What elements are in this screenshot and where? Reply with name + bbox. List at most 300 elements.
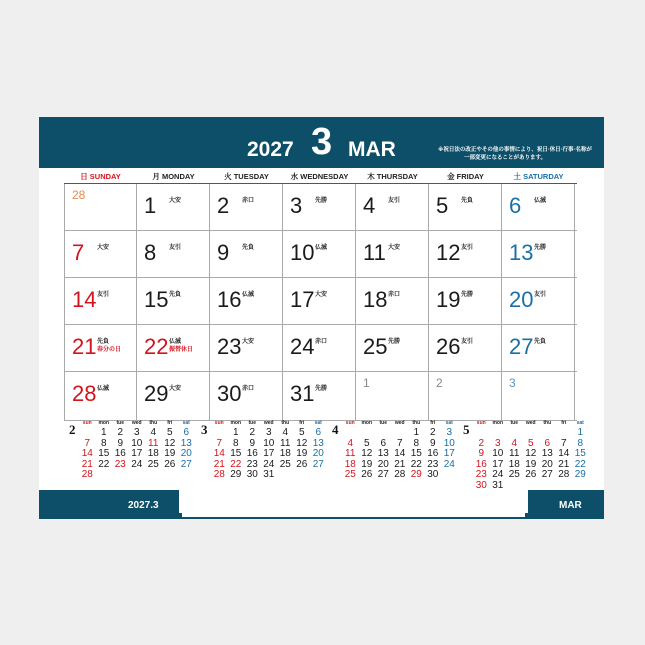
mini-day: 2 (117, 427, 124, 438)
day-number: 17 (290, 287, 315, 312)
day-number: 31 (290, 381, 315, 406)
mini-week-row (473, 428, 593, 439)
mini-weekday: wed (263, 420, 274, 426)
mini-day: 11 (345, 448, 356, 459)
mini-day: 4 (150, 427, 157, 438)
mini-day: 21 (81, 458, 93, 470)
mini-weekday: sat (445, 420, 453, 426)
mini-day: 12 (525, 448, 537, 459)
rokuyo-label: 大安 (315, 292, 328, 298)
mini-day (211, 428, 228, 439)
day-cell (502, 278, 575, 324)
day-cell (64, 184, 137, 230)
mini-day: 11 (148, 437, 159, 449)
month-grid (64, 171, 577, 421)
mini-weekday: tue (379, 420, 387, 426)
mini-month-number: 2 (69, 422, 76, 437)
rokuyo-label: 友引 (388, 198, 401, 204)
day-number: 4 (363, 193, 376, 218)
mini-day: 20 (312, 448, 324, 459)
mini-day: 8 (100, 437, 107, 449)
mini-day: 24 (443, 458, 455, 470)
week-rows (64, 184, 577, 421)
rokuyo-label: 大安 (242, 339, 255, 345)
mini-week-row (473, 449, 593, 460)
mini-week-row (473, 470, 593, 481)
mini-day (392, 428, 409, 439)
mini-weekday: mon (492, 420, 504, 426)
mini-day: 7 (396, 437, 403, 449)
mini-day: 26 (361, 469, 373, 480)
mini-day: 14 (558, 448, 570, 459)
week-row (64, 184, 577, 231)
mini-day: 7 (84, 437, 91, 449)
mini-day (342, 428, 359, 439)
mini-week-row (342, 449, 462, 460)
mini-day: 6 (380, 437, 387, 449)
mini-day: 13 (312, 437, 324, 449)
mini-day: 1 (232, 427, 239, 438)
mini-day: 28 (81, 469, 93, 480)
mini-day: 15 (574, 448, 586, 459)
mini-month-number: 3 (201, 422, 208, 437)
weekday-sunday: 日 SUNDAY (80, 172, 121, 181)
mini-day: 25 (279, 458, 291, 470)
day-number: 27 (509, 334, 534, 359)
mini-day: 13 (377, 448, 389, 459)
weekday-friday: 金 FRIDAY (447, 172, 484, 181)
mini-calendar (69, 419, 199, 481)
mini-month-number: 5 (463, 422, 470, 437)
day-number: 22 (144, 334, 169, 359)
mini-day (539, 428, 556, 439)
mini-day: 24 (492, 469, 504, 480)
calendar-card (39, 117, 604, 519)
header-note-line2: 一部変更になることがあります。 (464, 155, 547, 161)
footer-code: 2027.3 (128, 500, 159, 511)
mini-day: 27 (312, 458, 324, 470)
mini-calendar (332, 419, 462, 481)
mini-weekday: sun (82, 420, 92, 426)
rokuyo-label: 仏滅 (97, 386, 110, 392)
mini-day: 16 (427, 448, 439, 459)
mini-day: 31 (492, 479, 504, 491)
mini-day: 19 (525, 458, 537, 470)
day-number: 26 (436, 334, 461, 359)
rokuyo-label: 赤口 (388, 292, 401, 298)
header-year: 2027 (247, 138, 294, 161)
mini-weekday: sun (345, 420, 355, 426)
mini-day: 28 (213, 469, 225, 480)
mini-day: 4 (282, 427, 289, 438)
mini-day: 3 (133, 427, 140, 438)
day-cell (429, 278, 502, 324)
rokuyo-label: 大安 (169, 386, 182, 392)
day-cell (210, 278, 283, 324)
day-cell (210, 184, 283, 230)
rokuyo-label: 赤口 (315, 339, 328, 345)
mini-day: 9 (117, 437, 124, 449)
rokuyo-label: 仏滅 (534, 198, 547, 204)
mini-weekday: mon (230, 420, 242, 426)
mini-weekday: tue (248, 420, 256, 426)
mini-day (129, 470, 146, 481)
header-note (438, 146, 598, 162)
day-cell (283, 372, 356, 420)
mini-day: 12 (164, 437, 176, 449)
day-number: 14 (72, 287, 97, 312)
weekday-saturday: 土 SATURDAY (513, 172, 564, 181)
day-number: 1 (144, 193, 157, 218)
mini-day: 17 (492, 458, 504, 470)
day-number: 30 (217, 381, 242, 406)
mini-day: 29 (230, 469, 242, 480)
mini-day: 16 (475, 458, 487, 470)
header-month-english: MAR (348, 138, 396, 161)
day-number: 25 (363, 334, 388, 359)
mini-day: 29 (410, 469, 422, 480)
header-band (39, 117, 604, 168)
rokuyo-label: 先勝 (315, 198, 328, 204)
day-number: 28 (72, 188, 86, 202)
mini-day (277, 470, 294, 481)
day-cell (502, 372, 575, 420)
day-number: 20 (509, 287, 534, 312)
mini-day: 18 (147, 448, 159, 459)
mini-day: 28 (558, 469, 570, 480)
mini-day: 17 (263, 448, 275, 459)
mini-day (310, 470, 327, 481)
rokuyo-label: 先負 (461, 198, 474, 204)
mini-day: 8 (577, 437, 584, 449)
rokuyo-label: 先勝 (461, 292, 474, 298)
day-cell (283, 231, 356, 277)
mini-day: 15 (410, 448, 422, 459)
mini-day: 17 (131, 448, 143, 459)
weekday-tuesday: 火 TUESDAY (224, 172, 269, 181)
mini-day (556, 428, 573, 439)
mini-day: 14 (394, 448, 406, 459)
mini-day: 3 (265, 427, 272, 438)
mini-weekday: mon (361, 420, 373, 426)
day-number: 12 (436, 240, 461, 265)
mini-day: 20 (541, 458, 553, 470)
mini-day: 16 (246, 448, 258, 459)
day-cell (283, 184, 356, 230)
mini-day: 1 (100, 427, 107, 438)
mini-day: 15 (98, 448, 110, 459)
rokuyo-label: 友引 (97, 292, 110, 298)
mini-day: 19 (361, 458, 373, 470)
mini-day: 5 (298, 427, 305, 438)
mini-day: 5 (166, 427, 173, 438)
mini-day (162, 470, 179, 481)
day-cell (210, 325, 283, 371)
mini-day: 11 (509, 448, 520, 459)
mini-day (79, 428, 96, 439)
day-number: 8 (144, 240, 157, 265)
day-number: 18 (363, 287, 388, 312)
day-cell (356, 278, 429, 324)
day-cell (137, 278, 210, 324)
day-number: 6 (509, 193, 522, 218)
mini-week-row (79, 428, 199, 439)
mini-day: 23 (246, 458, 258, 470)
day-number: 2 (436, 376, 443, 390)
day-number: 7 (72, 240, 85, 265)
mini-weekday: fri (299, 420, 305, 426)
mini-day (112, 470, 129, 481)
day-number: 5 (436, 193, 449, 218)
day-number: 3 (290, 193, 303, 218)
rokuyo-label: 先負 (169, 292, 182, 298)
mini-day (473, 428, 490, 439)
day-cell (356, 372, 429, 420)
week-row (64, 231, 577, 278)
mini-weekday: sun (476, 420, 486, 426)
footer-cutout (182, 497, 525, 517)
mini-day: 22 (230, 458, 242, 470)
mini-day: 4 (511, 437, 518, 449)
mini-day: 2 (249, 427, 256, 438)
mini-day: 25 (344, 469, 356, 480)
mini-day: 18 (508, 458, 520, 470)
day-cell (137, 372, 210, 420)
mini-day (294, 470, 311, 481)
mini-day: 19 (296, 448, 308, 459)
rokuyo-label: 先勝 (388, 339, 401, 345)
day-cell (64, 372, 137, 420)
mini-day: 18 (279, 448, 291, 459)
mini-day (523, 428, 540, 439)
mini-day: 5 (363, 437, 370, 449)
mini-day: 19 (164, 448, 176, 459)
day-cell (429, 231, 502, 277)
mini-day (375, 428, 392, 439)
mini-weekday: sun (214, 420, 224, 426)
mini-day: 9 (478, 448, 485, 459)
mini-week-row (342, 428, 462, 439)
week-row (64, 278, 577, 325)
mini-day: 21 (558, 458, 570, 470)
mini-day (359, 428, 376, 439)
mini-day: 3 (494, 437, 501, 449)
week-row (64, 372, 577, 421)
mini-day: 8 (232, 437, 239, 449)
rokuyo-label: 大安 (97, 245, 110, 251)
rokuyo-label: 友引 (461, 245, 474, 251)
day-number: 15 (144, 287, 169, 312)
mini-weekday: tue (116, 420, 124, 426)
mini-day: 30 (427, 469, 439, 480)
mini-weekday: fri (167, 420, 173, 426)
day-cell (210, 372, 283, 420)
mini-day: 26 (296, 458, 308, 470)
mini-day: 3 (446, 427, 453, 438)
mini-day: 22 (98, 458, 110, 470)
day-cell (283, 325, 356, 371)
rokuyo-label: 先負 (534, 339, 547, 345)
rokuyo-label: 先勝 (315, 386, 328, 392)
mini-day: 4 (347, 437, 354, 449)
mini-weekday: sat (576, 420, 584, 426)
weekday-header-row (64, 171, 577, 184)
day-cell (429, 325, 502, 371)
rokuyo-label: 友引 (169, 245, 182, 251)
mini-day (490, 428, 507, 439)
day-number: 23 (217, 334, 242, 359)
day-cell (283, 278, 356, 324)
rokuyo-label: 大安 (169, 198, 182, 204)
day-number: 2 (217, 193, 230, 218)
header-note-line1: ※祝日法の改正やその他の事情により、祝日·休日·行事·名称が (438, 147, 592, 153)
mini-day: 23 (427, 458, 439, 470)
mini-day: 12 (296, 437, 308, 449)
mini-weekday: tue (510, 420, 518, 426)
mini-day: 22 (574, 458, 586, 470)
weekday-thursday: 木 THURSDAY (367, 172, 418, 181)
mini-day (96, 470, 113, 481)
mini-day: 13 (180, 437, 192, 449)
mini-day (178, 470, 195, 481)
day-number: 11 (363, 240, 386, 265)
mini-day: 25 (508, 469, 520, 480)
mini-day: 23 (114, 458, 126, 470)
mini-day: 1 (413, 427, 420, 438)
mini-day: 15 (230, 448, 242, 459)
day-cell (429, 372, 502, 420)
rokuyo-label: 友引 (461, 339, 474, 345)
rokuyo-label: 赤口 (242, 386, 255, 392)
mini-weekday: wed (394, 420, 405, 426)
mini-weekday: thu (543, 420, 552, 426)
mini-day: 8 (413, 437, 420, 449)
mini-day: 24 (263, 458, 275, 470)
mini-day (145, 470, 162, 481)
footer-month-english: MAR (559, 500, 582, 511)
day-cell (64, 325, 137, 371)
day-cell (210, 231, 283, 277)
mini-weekday: thu (149, 420, 158, 426)
rokuyo-label: 仏滅 (315, 245, 328, 251)
day-number: 29 (144, 381, 169, 406)
weekday-wednesday: 水 WEDNESDAY (290, 172, 349, 181)
mini-day: 24 (131, 458, 143, 470)
mini-weekday: sat (182, 420, 190, 426)
mini-weekday-row (342, 419, 462, 428)
mini-day: 28 (394, 469, 406, 480)
mini-day: 5 (527, 437, 534, 449)
rokuyo-label: 大安 (388, 245, 401, 251)
mini-day: 20 (180, 448, 192, 459)
mini-weekday: sat (314, 420, 322, 426)
mini-weekday: wed (525, 420, 536, 426)
day-cell (64, 231, 137, 277)
mini-day: 31 (263, 469, 275, 480)
mini-day (506, 481, 523, 492)
mini-day: 13 (541, 448, 553, 459)
mini-calendar (201, 419, 331, 481)
day-number: 1 (363, 376, 370, 390)
mini-day: 26 (525, 469, 537, 480)
day-cell (502, 184, 575, 230)
mini-day: 20 (377, 458, 389, 470)
mini-day: 10 (131, 437, 143, 449)
mini-calendar (463, 419, 593, 491)
mini-day: 2 (429, 427, 436, 438)
mini-day: 29 (574, 469, 586, 480)
rokuyo-label: 友引 (534, 292, 547, 298)
day-number: 19 (436, 287, 461, 312)
day-cell (502, 325, 575, 371)
mini-day: 12 (361, 448, 373, 459)
mini-day: 6 (183, 427, 190, 438)
mini-day: 26 (164, 458, 176, 470)
mini-day: 2 (478, 437, 485, 449)
mini-weekday-row (473, 419, 593, 428)
mini-day: 7 (560, 437, 567, 449)
day-cell (429, 184, 502, 230)
mini-day: 1 (577, 427, 584, 438)
day-cell (356, 231, 429, 277)
mini-day: 10 (263, 437, 275, 449)
mini-day: 27 (377, 469, 389, 480)
rokuyo-label: 先負 (97, 339, 110, 345)
mini-weekday: mon (98, 420, 110, 426)
mini-weekday: wed (131, 420, 142, 426)
weekday-monday: 月 MONDAY (152, 172, 195, 181)
mini-day: 11 (280, 437, 291, 449)
day-cell (137, 231, 210, 277)
day-number: 24 (290, 334, 315, 359)
mini-day: 10 (492, 448, 504, 459)
mini-week-row (211, 470, 331, 481)
mini-week-row (211, 428, 331, 439)
mini-day: 9 (429, 437, 436, 449)
mini-day: 17 (443, 448, 455, 459)
mini-month-number: 4 (332, 422, 339, 437)
day-cell (502, 231, 575, 277)
holiday-label: 振替休日 (169, 347, 194, 353)
rokuyo-label: 先負 (242, 245, 255, 251)
holiday-label: 春分の日 (97, 347, 122, 353)
mini-day: 10 (443, 437, 455, 449)
day-cell (356, 325, 429, 371)
mini-week-row (79, 449, 199, 460)
mini-day: 23 (475, 469, 487, 480)
mini-day (506, 428, 523, 439)
mini-day: 30 (246, 469, 258, 480)
day-number: 21 (72, 334, 97, 359)
mini-day: 22 (410, 458, 422, 470)
mini-weekday: fri (561, 420, 567, 426)
mini-day: 14 (81, 448, 93, 459)
mini-day: 27 (180, 458, 192, 470)
mini-day: 14 (213, 448, 225, 459)
rokuyo-label: 仏滅 (242, 292, 255, 298)
mini-day (441, 470, 458, 481)
mini-day: 6 (544, 437, 551, 449)
mini-day: 21 (394, 458, 406, 470)
mini-day: 6 (315, 427, 322, 438)
mini-week-row (79, 460, 199, 471)
mini-day: 30 (475, 479, 487, 491)
day-number: 9 (217, 240, 230, 265)
mini-day: 18 (344, 458, 356, 470)
rokuyo-label: 仏滅 (169, 339, 182, 345)
header-month-number: 3 (311, 121, 333, 163)
mini-week-row (211, 449, 331, 460)
